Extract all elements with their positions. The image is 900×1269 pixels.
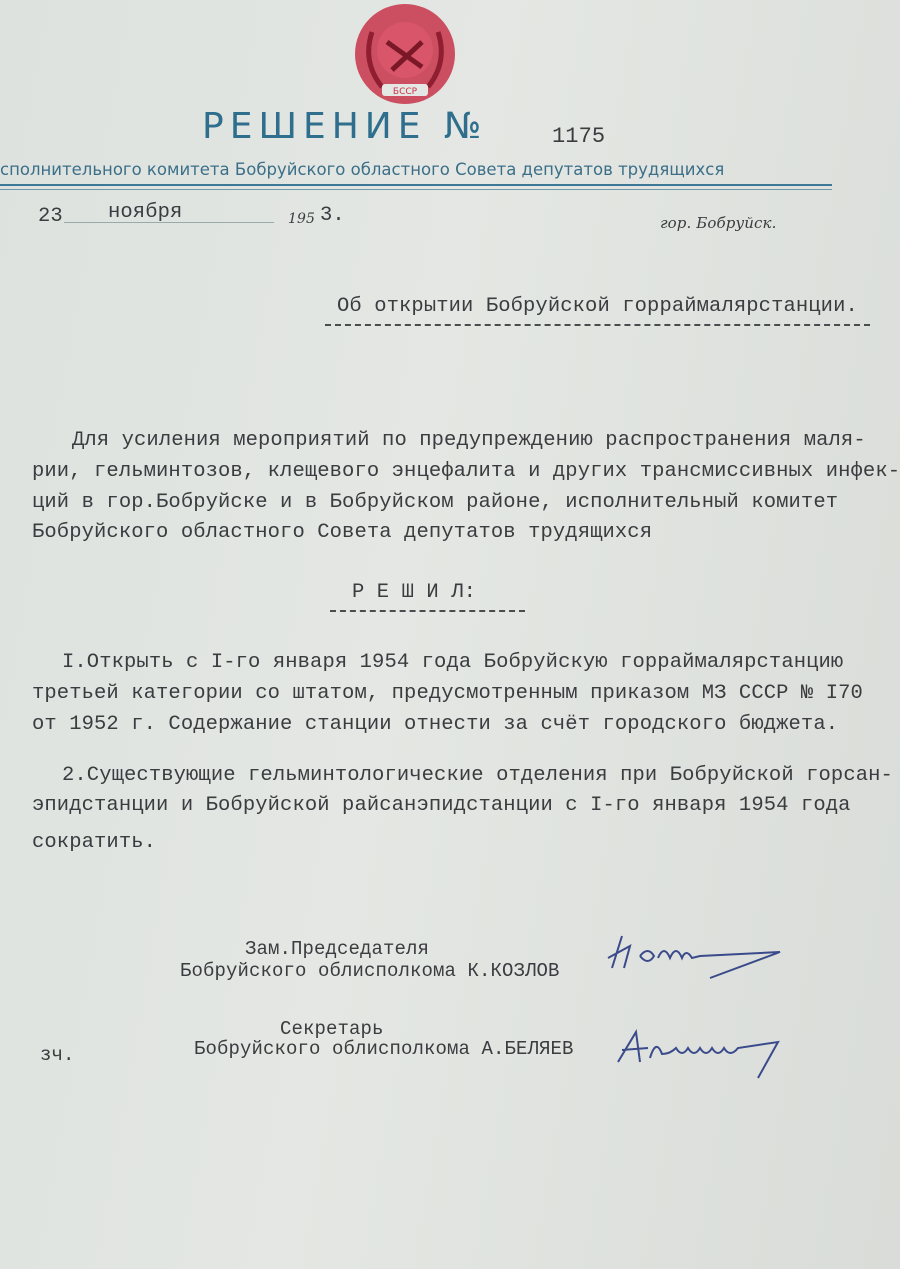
header-rule-thin	[0, 189, 832, 190]
deputy-title: Зам.Председателя	[245, 938, 430, 960]
deputy-line: Бобруйского облисполкома К.КОЗЛОВ	[180, 960, 560, 982]
subject-underline	[325, 324, 870, 326]
svg-text:БССР: БССР	[392, 87, 418, 97]
marker: зч.	[40, 1044, 75, 1066]
issuer-line: сполнительного комитета Бобруйского областного Совета депутатов трудящихся	[0, 160, 725, 179]
item1-line: третьей категории со штатом, предусмотренным приказом МЗ СССР № I70	[32, 682, 863, 705]
resolved-heading: Р Е Ш И Л:	[352, 581, 477, 604]
state-emblem-seal	[352, 2, 458, 106]
item2-line: эпидстанции и Бобруйской райсанэпидстанции с I-го января 1954 года	[32, 794, 851, 817]
item1-line: I.Открыть с I-го января 1954 года Бобруйскую горраймалярстанцию	[62, 651, 844, 674]
deputy-signature	[600, 928, 800, 988]
item2-line: сократить.	[32, 831, 157, 854]
resolved-underline	[330, 610, 525, 612]
item2-line: 2.Существующие гельминтологические отделения при Бобруйской горсан-	[62, 764, 893, 787]
preamble-line: рии, гельминтозов, клещевого энцефалита и других трансмиссивных инфек-	[32, 460, 900, 483]
date-month: ноября	[108, 201, 183, 224]
date-year-prefix: 195	[288, 211, 316, 227]
document-title: РЕШЕНИЕ №	[202, 106, 488, 147]
date-year-suffix: 3.	[320, 204, 345, 227]
date-day: 23	[38, 205, 63, 228]
secretary-signature	[608, 1022, 838, 1082]
header-rule	[0, 184, 832, 186]
item1-line: от 1952 г. Содержание станции отнести за счёт городского бюджета.	[32, 713, 839, 736]
secretary-title: Секретарь	[280, 1018, 384, 1040]
city: гор. Бобруйск.	[660, 214, 777, 232]
secretary-line: Бобруйского облисполкома А.БЕЛЯЕВ	[194, 1038, 574, 1060]
subject: Об открытии Бобруйской горраймалярстанции.	[337, 295, 858, 318]
preamble-line: Для усиления мероприятий по предупреждению распространения маля-	[72, 429, 866, 452]
document-number: 1175	[552, 124, 606, 149]
preamble-line: Бобруйского областного Совета депутатов трудящихся	[32, 521, 653, 544]
preamble-line: ций в гор.Бобруйске и в Бобруйском районе, исполнительный комитет	[32, 491, 839, 514]
